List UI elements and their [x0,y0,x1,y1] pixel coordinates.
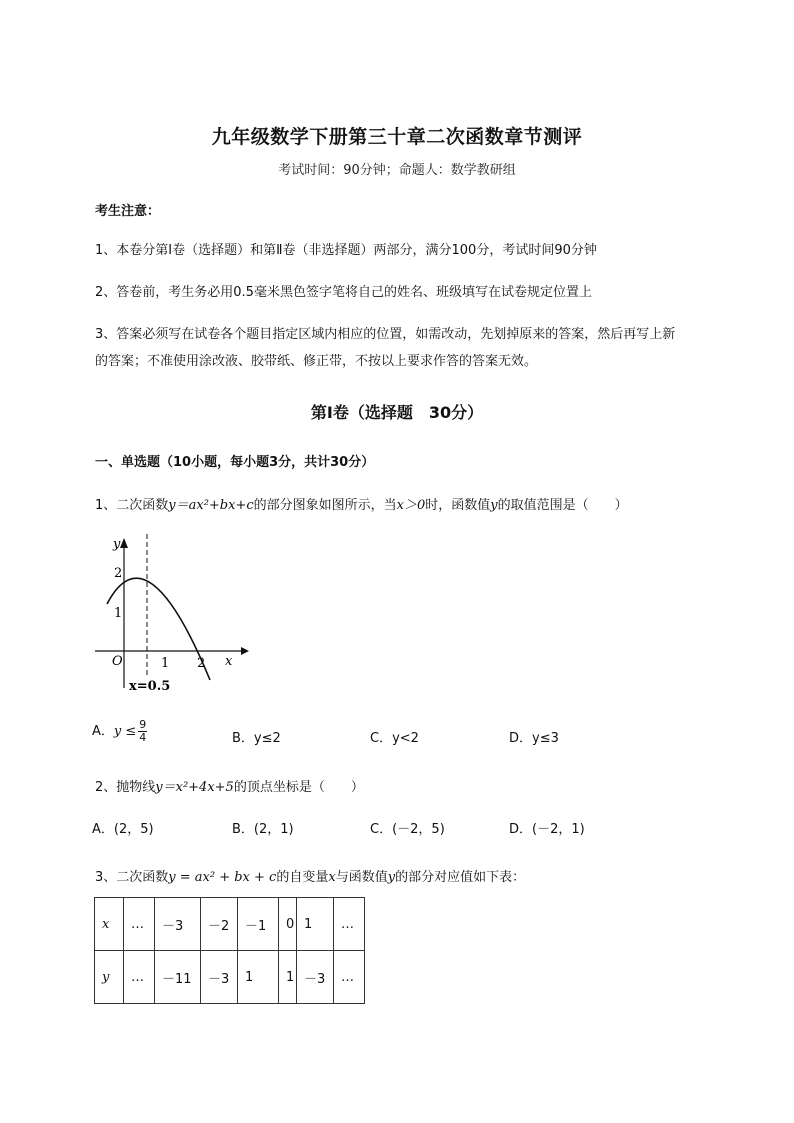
table-cell: 1 [297,898,334,951]
notice-item-3-cont: 的答案；不准使用涂改液、胶带纸、修正带，不按以上要求作答的答案无效。 [95,354,538,369]
q1-option-a-expr: y ≤ [113,724,137,739]
notice-item-1: 1、本卷分第Ⅰ卷（选择题）和第Ⅱ卷（非选择题）两部分，满分100分，考试时间90分钟 [95,243,597,258]
q2-option-d[interactable]: D．(－2，1) [509,822,585,837]
value-table [94,897,365,1004]
q2-formula: y＝x²+4x+5 [155,780,234,795]
question-1 [95,494,628,513]
table-cell: … [124,898,155,951]
question-3 [95,866,525,885]
q3-prefix: 3、二次函数 [95,870,169,885]
table-cell: 0 [279,898,297,951]
notice-heading: 考生注意： [95,204,161,219]
table-cell: y [95,951,124,1004]
table-row-x [95,898,365,951]
q1-option-b[interactable]: B．y≤2 [232,731,281,746]
x-tick-2: 2 [197,656,206,671]
table-cell: x [95,898,124,951]
q1-var: y [490,498,498,513]
table-cell: 1 [279,951,297,1004]
q1-option-a-label: A． [92,724,114,739]
fraction-numerator: 9 [139,718,147,731]
part-title: 一、单选题（10小题，每小题3分，共计30分） [95,455,375,470]
q2-option-c[interactable]: C．(－2，5) [370,822,445,837]
y-axis-label: y [113,537,121,552]
table-cell: … [334,951,365,1004]
table-cell: －3 [201,951,238,1004]
q1-option-c[interactable]: C．y<2 [370,731,419,746]
table-cell: －2 [201,898,238,951]
table-cell: －3 [297,951,334,1004]
parabola-graph [93,528,253,698]
q1-condition: x＞0 [396,498,426,513]
page-title: 九年级数学下册第三十章二次函数章节测评 [211,126,583,148]
q3-var-y: y [387,870,396,885]
q3-mid2: 与函数值 [335,870,388,885]
q1-option-d[interactable]: D．y≤3 [509,731,559,746]
q2-prefix: 2、抛物线 [95,780,156,795]
y-axis-arrow [120,538,128,548]
q3-suffix: 的部分对应值如下表： [395,870,526,885]
q2-suffix: 的顶点坐标是（ ） [233,780,364,795]
q1-mid: 的部分图象如图所示，当 [253,498,397,513]
section-title: 第Ⅰ卷（选择题 30分） [310,403,484,422]
table-cell: 1 [238,951,279,1004]
q2-option-a[interactable]: A．(2，5) [92,822,154,837]
x-axis-label: x [225,654,233,669]
q1-prefix: 1、二次函数 [95,498,169,513]
table-row-y [95,951,365,1004]
x-axis-arrow [241,647,249,655]
table-cell: －11 [155,951,201,1004]
q3-mid: 的自变量 [276,870,329,885]
y-tick-1: 1 [114,606,123,621]
question-2 [95,776,364,795]
q2-option-b[interactable]: B．(2，1) [232,822,294,837]
table-cell: －1 [238,898,279,951]
x-tick-1: 1 [161,656,170,671]
origin-label: O [112,654,123,669]
exam-info: 考试时间：90分钟；命题人：数学教研组 [278,163,516,178]
table-cell: －3 [155,898,201,951]
y-tick-2: 2 [114,566,123,581]
symmetry-label: x=0.5 [129,679,171,694]
table-cell: … [124,951,155,1004]
q1-option-a-fraction [138,719,147,744]
fraction-denominator: 4 [139,731,147,744]
q1-option-a[interactable] [92,719,147,744]
q1-suffix: 的取值范围是（ ） [497,498,628,513]
q3-formula: y = ax² + bx + c [168,870,277,885]
notice-item-3: 3、答案必须写在试卷各个题目指定区域内相应的位置，如需改动，先划掉原来的答案，然后再写上新 [95,327,676,342]
q3-var-x: x [328,870,336,885]
q1-mid2: 时，函数值 [425,498,491,513]
notice-item-2: 2、答卷前，考生务必用0.5毫米黑色签字笔将自己的姓名、班级填写在试卷规定位置上 [95,285,592,300]
table-cell: … [334,898,365,951]
q1-formula: y＝ax²+bx+c [168,498,254,513]
